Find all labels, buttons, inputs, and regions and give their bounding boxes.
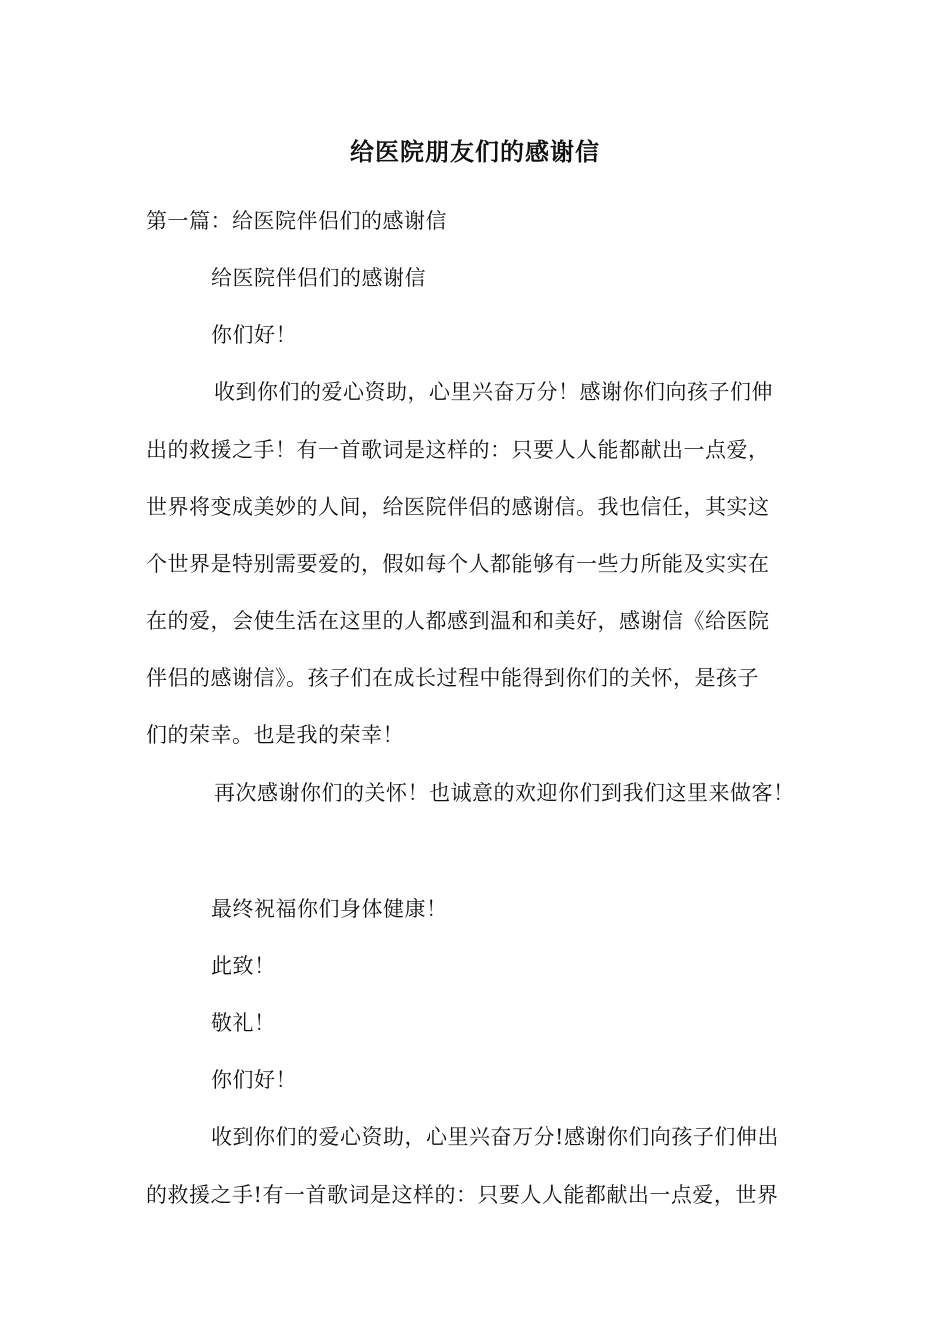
closing-salutation: 此致！ (211, 954, 276, 978)
section-heading: 第一篇：给医院伴侣们的感谢信 (146, 209, 447, 233)
body-line: 收到你们的爱心资助，心里兴奋万分!感谢你们向孩子们伸出 (211, 1125, 779, 1149)
body-line: 伴侣的感谢信》。孩子们在成长过程中能得到你们的关怀，是孩子 (146, 666, 759, 690)
thanks-again: 再次感谢你们的关怀！也诚意的欢迎你们到我们这里来做客！ (214, 781, 795, 805)
greeting: 你们好！ (211, 323, 297, 347)
body-line: 世界将变成美妙的人间，给医院伴侣的感谢信。我也信任，其实这 (146, 495, 770, 519)
body-line: 收到你们的爱心资助，心里兴奋万分！感谢你们向孩子们伸 (214, 380, 773, 404)
letter-heading: 给医院伴侣们的感谢信 (211, 266, 426, 290)
closing-regards: 敬礼！ (211, 1011, 276, 1035)
closing-wish: 最终祝福你们身体健康！ (211, 897, 448, 921)
body-line: 个世界是特别需要爱的，假如每个人都能够有一些力所能及实实在 (146, 552, 770, 576)
greeting-second: 你们好！ (211, 1068, 297, 1092)
body-line: 在的爱，会使生活在这里的人都感到温和和美好，感谢信《给医院 (146, 609, 770, 633)
body-line: 出的救援之手！有一首歌词是这样的：只要人人能都献出一点爱， (146, 438, 770, 462)
body-line: 的救援之手!有一首歌词是这样的：只要人人能都献出一点爱，世界 (146, 1183, 779, 1207)
body-line: 们的荣幸。也是我的荣幸！ (146, 723, 404, 747)
document-title: 给医院朋友们的感谢信 (350, 137, 600, 166)
